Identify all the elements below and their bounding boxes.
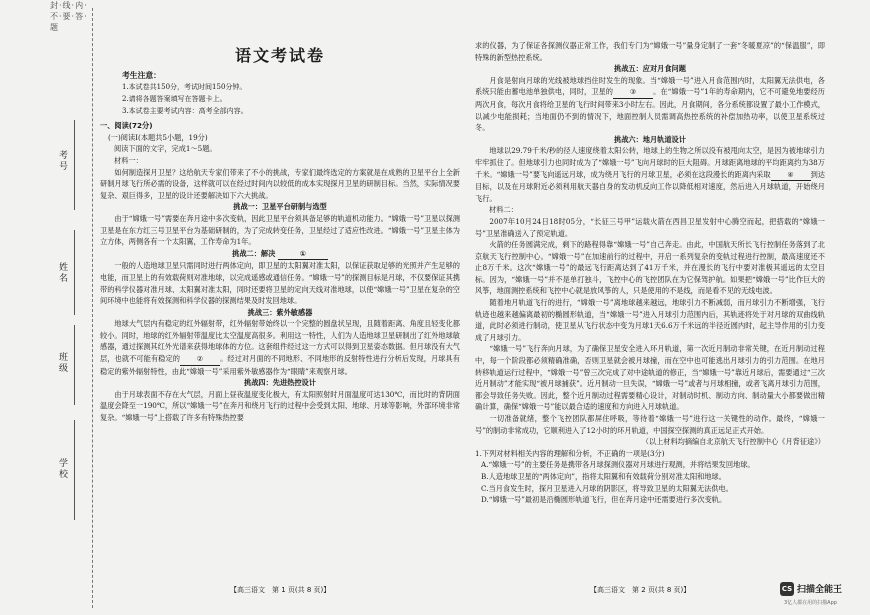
paragraph: 随着地月轨道飞行的进行，“嫦娥一号”离地球越来越远，地球引力不断减弱，而月球引力不断增强，飞行轨迹也越来越偏离最初的椭圆形轨道，当“嫦娥一号”进入月球引力范围内后，其轨迹将处于对月球的双曲线轨道，此时必须进行制动，使卫星从飞行状态中变为月球1天6.6万千米远的半径近圆内时，起主导作用的引力变成了月球引力。 (475, 298, 825, 342)
challenge-heading: 挑战六：地月轨道设计 (614, 134, 686, 144)
challenge-prefix: 挑战二：解决 (232, 248, 276, 258)
paragraph: 2007年10月24日18时05分，“长征三号甲”运载火箭在西昌卫星发射中心腾空而起，把搭载的“嫦娥一号”卫星准确送入了预定轨道。 (475, 216, 825, 238)
paragraph: “嫦娥一号”飞行奔向月球，为了确保卫星安全进入环月轨道，第一次近月制动非常关键，在近月制动过程中，每一个阶段都必须精确准确，否则卫星就会被月球撞，而在空中也可能逃出月球引力的引力范围。在地月转移轨道运行过程中，“嫦娥一号”曾三次完成了对中途轨道的修正，当“嫦娥一号”靠近月球后，需要通过“三次近月制动”才能实现“被月球捕获”。近月制动一旦失误，“嫦娥一号”或者与月球相撞，或者飞离月球引力范围，都会导致任务失败。因此，整个近月制动过程需要精心设计，对制动时机、制动方向、制动量大小都要做出精确计算，确保“嫦娥一号”能以最合适的速度和方向进入月球轨道。 (475, 344, 825, 412)
answer-blank: ② (180, 353, 220, 366)
notice-title: 考生注意： (122, 70, 161, 80)
notice-item: 3.本试卷主要考试内容：高考全部内容。 (122, 107, 248, 116)
option-a: A.“嫦娥一号”的主要任务是携带各月球探测仪器对月球进行观测，并将结果发回地球。 (481, 460, 755, 470)
challenge-heading: 挑战三：紫外敏感器 (247, 307, 313, 317)
paragraph (100, 318, 460, 377)
answer-blank: ① (278, 248, 328, 261)
field-line-exam-number (74, 120, 75, 210)
page-footer: 【高三语文 第 2 页(共 8 页)】 (590, 586, 691, 594)
field-label-exam-number: 考号 (57, 150, 67, 172)
scanner-logo-tagline: 3亿人都在用的扫描App (784, 600, 837, 606)
right-page (475, 0, 825, 506)
paragraph (475, 75, 825, 134)
scanner-logo-name: 扫描全能王 (797, 585, 843, 595)
challenge-heading: 挑战四：先进热控设计 (244, 378, 316, 388)
field-label-school: 学校 (57, 458, 67, 480)
question: 1.下列对材料相关内容的理解和分析，不正确的一项是(3分) (475, 448, 665, 458)
paragraph: 火箭的任务圆满完成，剩下的路程得靠“嫦娥一号”自己奔走。由此，中国航天所长飞行控制任务落到了北京航天飞行控制中心。“嫦娥一号”在加速前行的过程中，开启一系列复杂的变轨过程进行控制，最高速度还不止8万千米。这次“嫦娥一号”的最远飞行距离达到了41万千米，并在漫长的飞行中要对准极其遥远的太空目标。因为，“嫦娥一号”并不是单打独斗，飞控中心的飞控团队在为它保驾护航。如果把“嫦娥一号”比作巨大的风筝，地面测控系统和飞控中心就是放风筝的人，只是使用的不是线，而是看不见的无线电波。 (475, 240, 825, 296)
challenge-heading (100, 248, 460, 261)
option-c: C.当月食发生时，探月卫星进入月球的阴影区，将导致卫星的太阳翼无法供电。 (481, 483, 733, 493)
option-b: B.人造地球卫星的“两体定向”，指将太阳翼和有效载荷分别对准太阳和地球。 (481, 471, 726, 481)
source-note: （以上材料均摘编自北京航天飞行控制中心《月背征途》） (641, 437, 825, 447)
paragraph-text: 。经过对月面的不同地形、不同地形的反射特性进行分析后发现，月球具有稳定的紫外辐射特性，由此“嫦娥一号”采用紫外敏感器作为“眼睛”来观察月球。 (100, 354, 460, 376)
notice-item: 2.请将各题答案填写在答题卡上。 (122, 95, 227, 104)
scanner-logo (780, 580, 866, 610)
paragraph (475, 145, 825, 204)
paragraph-text: 地球大气层内有稳定的红外辐射带，红外辐射带始终以一个完整的圆盘状呈现，且随着距离、角度且轻变化都较小。同时，地球的红外辐射带温度比太空温度高很多。利用这一特性，人们为人造地球卫星研制出了红外地球敏感器，通过探测其红外光谱来获得地球体的方位。这套组件经过这一方式可以得到卫星姿态数据。但月球没有大气层，也就不可能有稳定的 (100, 319, 460, 364)
left-page (100, 0, 460, 424)
field-line-class (74, 325, 75, 405)
field-label-class: 班级 (57, 352, 67, 374)
paragraph-text: 。在“嫦娥一号”1年的寿命期内，它不可避免地要经历两次月食，每次月食将给卫星的飞行时间带来3小时左右。因此，月食期间，各分系统都设置了最小工作模式，以减少电能损耗；当地面仍不到的情况下，地面控制人员需调高热控系统的补偿加热功率，以使卫星系统过冬。 (475, 87, 825, 133)
field-line-name (74, 230, 75, 315)
section-heading: 一、阅读(72分) (100, 121, 153, 131)
answer-blank: ③ (613, 86, 653, 99)
paragraph: 由于“嫦娥一号”需要在奔月途中多次变轨，因此卫星平台须具备足够的轨道机动能力。“嫦娥一号”卫星以探测卫星是在东方红三号卫星平台为基础研制的，为了完成转变任务，卫星经过了适应性改进。“嫦娥一号”卫星主体为立方体，两侧各有一个太阳翼，工作寿命为1年。 (100, 213, 460, 247)
material-label: 材料一： (114, 155, 143, 165)
challenge-heading: 挑战五：应对月食问题 (614, 64, 686, 74)
page-footer: 【高三语文 第 1 页(共 8 页)】 (230, 586, 331, 594)
challenge-heading: 挑战一：卫星平台研制与选型 (233, 202, 327, 212)
paragraph-text: 地球以29.79千米/秒的径人速度绕着太阳公转，地球上的生物之所以没有被甩向太空，是因为被地球引力牢牢抓住了。但地球引力也同时成为了“嫦娥一号”飞向月球时的巨大阻碍。月球距离地球的平均距离约为38万千米。“嫦娥一号”要飞向遥远月球，成为绕月飞行的月球卫星，必须在这段漫长的距离内采取 (475, 146, 825, 179)
subsection-heading: (一)阅读Ⅰ(本题共5小题，19分) (108, 132, 208, 142)
notice-item: 1.本试卷共150分，考试时间150分钟。 (122, 83, 247, 92)
paragraph: 如何制造探月卫星？这给航天专家们带来了不小的挑战，专家们最终选定的方案就是在成熟的卫星平台上全新研制月球飞行所必需的设备，这样就可以在经过时间内以较低的成本实现探月卫星的研制目标。当然，实际情况要复杂、艰巨得多，卫星的设计还要解决如下六大挑战。 (100, 167, 460, 200)
instruction: 阅读下面的文字，完成1～5题。 (114, 144, 217, 154)
answer-blank: ④ (771, 169, 811, 182)
paragraph: 求的仪器，为了保证各探测仪器正常工作，我们专门为“嫦娥一号”量身定制了一套“冬暖夏凉”的“保温服”，即特殊的新型热控系统。 (475, 41, 825, 62)
paragraph: 一切准备就绪，整个飞控团队都屏住呼吸，等待着“嫦娥一号”进行这一关键性的动作。最终，“嫦娥一号”的制动非常成功，它顺利进入了12小时的环月轨道，中国探空探测的真正远足正式开始。 (475, 414, 825, 435)
paragraph-text: 月食是射向月球的光线被地球挡住时发生的现象。当“嫦娥一号”进入月食范围内时，太阳翼无法供电，各系统只能由蓄电池单独供电，同时，卫星的 (475, 75, 825, 97)
binding-top-mark: 封·线·内·不·要·答·题 (50, 1, 88, 32)
binding-dashed-line (92, 8, 93, 608)
field-line-school (74, 420, 75, 520)
scanner-logo-icon: CS (780, 582, 794, 596)
material-label: 材料二： (489, 205, 518, 215)
option-d: D.“嫦娥一号”最初是沿椭圆形轨道飞行，但在奔月途中还需要进行多次变轨。 (481, 495, 727, 505)
paragraph: 一般的人造地球卫星只需同时进行两体定向，即卫星的太阳翼对准太阳，以保证获取足够的光照并产生足够的电能，而卫星上的有效载荷则对准地球，以完成遥感或通信任务。“嫦娥一号”的探测目标是月球，不仅要保证其携带的科学仪器对准月球、太阳翼对准太阳，同时还要将卫星的定向天线对准地球，以使“嫦娥一号”卫星在复杂的空间环境中也能将有效探测和科学仪器的探测结果及时发回地球。 (100, 261, 460, 306)
exam-title: 语文考试卷 (234, 46, 325, 65)
paragraph: 由于月球表面不存在大气层，月面上昼夜温度变化极大，有太阳照射时月面温度可达130℃，而比时的背阴面温度会降至一190℃，所以“嫦娥一号”在奔月和绕月飞行的过程中会受到太阳、地球、月球等影响，外部环境非常复杂。“嫦娥一号”上搭载了许多有特殊热控要 (100, 389, 460, 423)
binding-margin (0, 0, 96, 615)
field-label-name: 姓名 (57, 262, 67, 284)
paragraph-text: 到达目标，以及在月球附近必须利用航天器自身的发动机反向工作以降低相对速度，然后进入月球轨道，开始绕月飞行。 (475, 169, 825, 203)
